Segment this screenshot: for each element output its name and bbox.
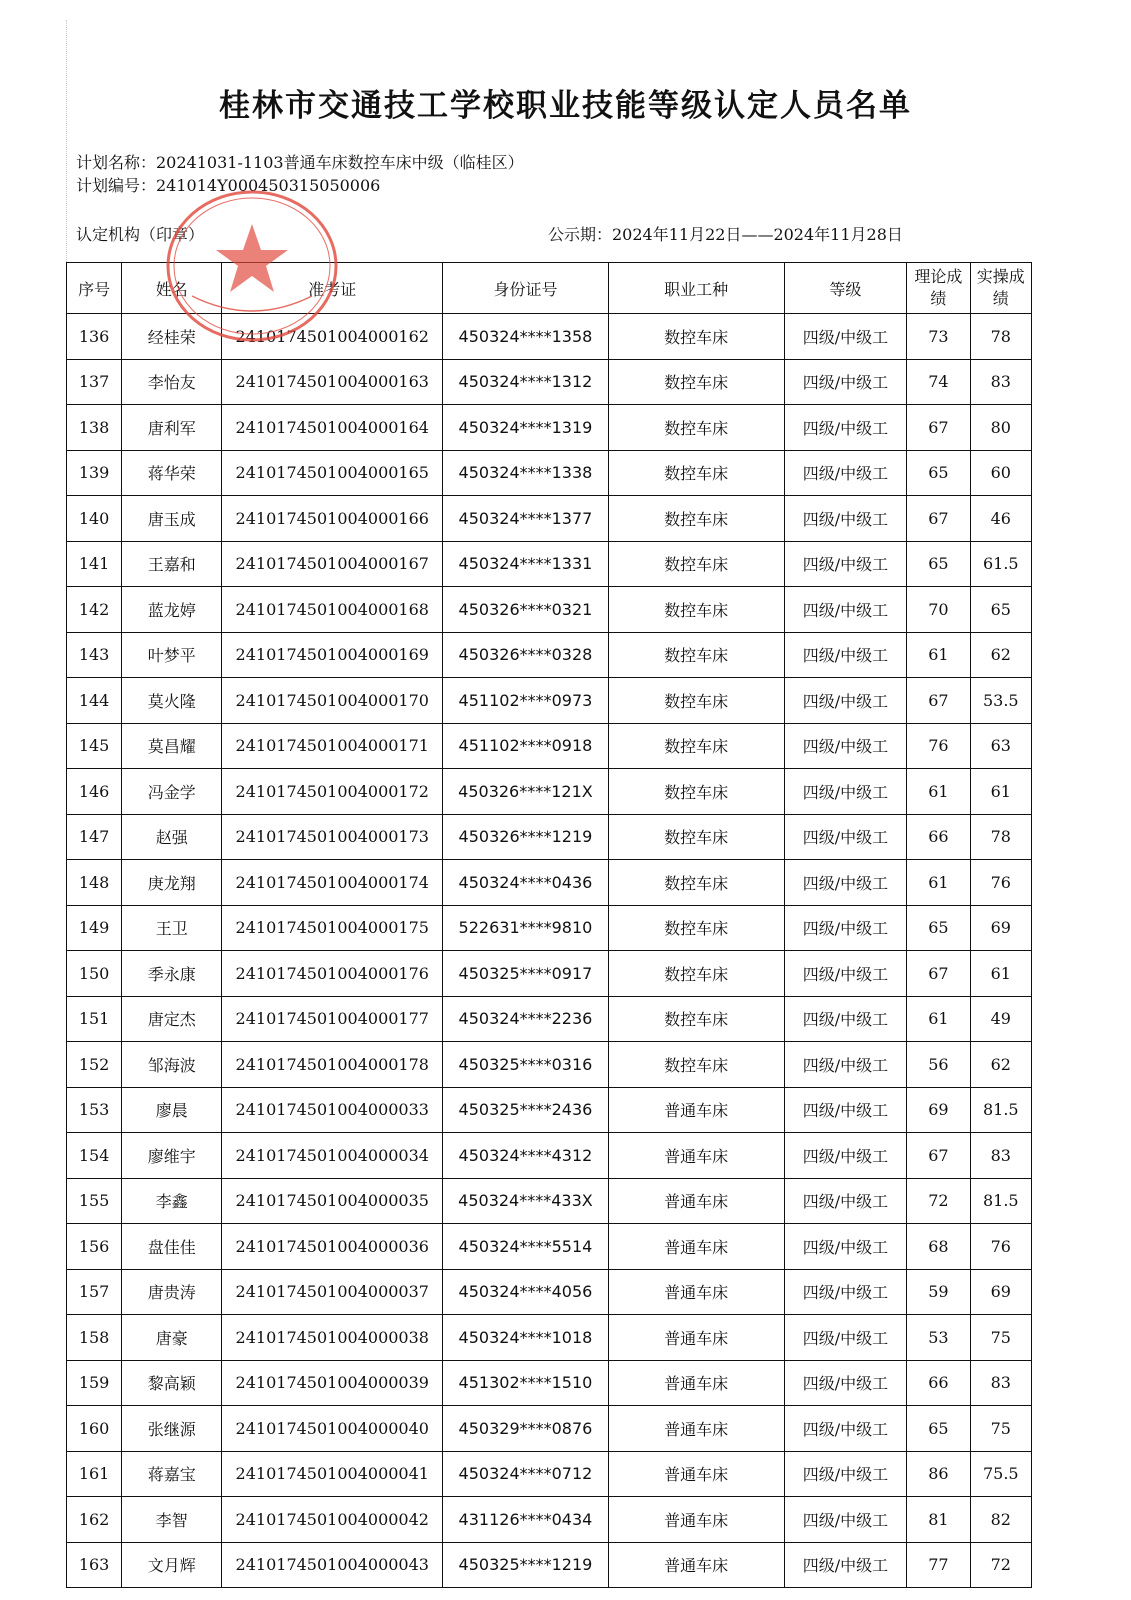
cell-practical-score: 60 xyxy=(970,450,1031,496)
header-index: 序号 xyxy=(67,263,122,314)
cell-occupation: 数控车床 xyxy=(608,860,784,906)
cell-id-number: 451302****1510 xyxy=(443,1360,609,1406)
cell-practical-score: 63 xyxy=(970,723,1031,769)
cell-level: 四级/中级工 xyxy=(784,1406,907,1452)
table-row xyxy=(67,860,1032,906)
cell-occupation: 数控车床 xyxy=(608,450,784,496)
cell-level: 四级/中级工 xyxy=(784,632,907,678)
cell-exam-ticket: 2410174501004000036 xyxy=(222,1224,443,1270)
cell-theory-score: 86 xyxy=(907,1451,970,1497)
cell-index: 160 xyxy=(67,1406,122,1452)
cell-level: 四级/中级工 xyxy=(784,1315,907,1361)
cell-practical-score: 72 xyxy=(970,1542,1031,1588)
table-row xyxy=(67,1178,1032,1224)
cell-exam-ticket: 2410174501004000178 xyxy=(222,1042,443,1088)
cell-index: 145 xyxy=(67,723,122,769)
cell-theory-score: 68 xyxy=(907,1224,970,1270)
table-row xyxy=(67,541,1032,587)
cell-practical-score: 78 xyxy=(970,314,1031,360)
cell-level: 四级/中级工 xyxy=(784,541,907,587)
cell-practical-score: 76 xyxy=(970,1224,1031,1270)
cell-exam-ticket: 2410174501004000033 xyxy=(222,1087,443,1133)
table-row xyxy=(67,1315,1032,1361)
cell-exam-ticket: 2410174501004000168 xyxy=(222,587,443,633)
cell-id-number: 450324****1331 xyxy=(443,541,609,587)
cell-name: 季永康 xyxy=(122,951,222,997)
cell-index: 137 xyxy=(67,359,122,405)
cell-name: 唐豪 xyxy=(122,1315,222,1361)
cell-occupation: 数控车床 xyxy=(608,541,784,587)
cell-name: 邹海波 xyxy=(122,1042,222,1088)
cell-occupation: 普通车床 xyxy=(608,1406,784,1452)
table-row xyxy=(67,1224,1032,1270)
cell-index: 151 xyxy=(67,996,122,1042)
cell-practical-score: 75 xyxy=(970,1315,1031,1361)
cell-exam-ticket: 2410174501004000170 xyxy=(222,678,443,724)
cell-index: 159 xyxy=(67,1360,122,1406)
cell-name: 唐利军 xyxy=(122,405,222,451)
cell-id-number: 450324****0712 xyxy=(443,1451,609,1497)
cell-name: 赵强 xyxy=(122,814,222,860)
cell-index: 144 xyxy=(67,678,122,724)
cell-practical-score: 62 xyxy=(970,1042,1031,1088)
cell-occupation: 数控车床 xyxy=(608,1042,784,1088)
cell-index: 155 xyxy=(67,1178,122,1224)
cell-theory-score: 67 xyxy=(907,678,970,724)
cell-theory-score: 70 xyxy=(907,587,970,633)
cell-level: 四级/中级工 xyxy=(784,1269,907,1315)
table-row xyxy=(67,1406,1032,1452)
cell-index: 138 xyxy=(67,405,122,451)
cell-practical-score: 83 xyxy=(970,1133,1031,1179)
cell-occupation: 普通车床 xyxy=(608,1224,784,1270)
cell-theory-score: 67 xyxy=(907,1133,970,1179)
cell-exam-ticket: 2410174501004000173 xyxy=(222,814,443,860)
page-title: 桂林市交通技工学校职业技能等级认定人员名单 xyxy=(219,88,912,124)
cell-id-number: 450324****1358 xyxy=(443,314,609,360)
cell-index: 148 xyxy=(67,860,122,906)
cell-id-number: 450326****121X xyxy=(443,769,609,815)
cell-occupation: 数控车床 xyxy=(608,587,784,633)
table-row xyxy=(67,1042,1032,1088)
cell-name: 李智 xyxy=(122,1497,222,1543)
cell-name: 唐贵涛 xyxy=(122,1269,222,1315)
cell-id-number: 450324****1319 xyxy=(443,405,609,451)
table-row xyxy=(67,769,1032,815)
cell-practical-score: 65 xyxy=(970,587,1031,633)
cell-id-number: 450324****4312 xyxy=(443,1133,609,1179)
table-row xyxy=(67,1497,1032,1543)
cell-level: 四级/中级工 xyxy=(784,496,907,542)
cell-occupation: 数控车床 xyxy=(608,632,784,678)
cell-practical-score: 53.5 xyxy=(970,678,1031,724)
cell-level: 四级/中级工 xyxy=(784,814,907,860)
publicity-period: 公示期：2024年11月22日——2024年11月28日 xyxy=(548,225,903,244)
cell-exam-ticket: 2410174501004000175 xyxy=(222,905,443,951)
cell-index: 150 xyxy=(67,951,122,997)
cell-occupation: 数控车床 xyxy=(608,359,784,405)
cell-exam-ticket: 2410174501004000038 xyxy=(222,1315,443,1361)
cell-occupation: 数控车床 xyxy=(608,496,784,542)
table-row xyxy=(67,1087,1032,1133)
cell-id-number: 431126****0434 xyxy=(443,1497,609,1543)
cell-theory-score: 65 xyxy=(907,450,970,496)
cell-practical-score: 62 xyxy=(970,632,1031,678)
cell-id-number: 522631****9810 xyxy=(443,905,609,951)
cell-name: 廖维宇 xyxy=(122,1133,222,1179)
cell-level: 四级/中级工 xyxy=(784,1178,907,1224)
header-theory-score: 理论成绩 xyxy=(907,263,970,314)
cell-id-number: 451102****0918 xyxy=(443,723,609,769)
cell-theory-score: 67 xyxy=(907,496,970,542)
header-id-number: 身份证号 xyxy=(443,263,609,314)
cell-id-number: 450324****1338 xyxy=(443,450,609,496)
cell-id-number: 450325****1219 xyxy=(443,1542,609,1588)
cell-theory-score: 77 xyxy=(907,1542,970,1588)
cell-name: 王卫 xyxy=(122,905,222,951)
cell-exam-ticket: 2410174501004000166 xyxy=(222,496,443,542)
cell-theory-score: 65 xyxy=(907,541,970,587)
cell-index: 139 xyxy=(67,450,122,496)
plan-code: 计划编号：241014Y000450315050006 xyxy=(76,176,381,195)
cell-theory-score: 65 xyxy=(907,905,970,951)
cell-id-number: 450324****1377 xyxy=(443,496,609,542)
cell-id-number: 450324****2236 xyxy=(443,996,609,1042)
table-row xyxy=(67,1360,1032,1406)
cell-practical-score: 75.5 xyxy=(970,1451,1031,1497)
cell-id-number: 450325****0917 xyxy=(443,951,609,997)
table-row xyxy=(67,678,1032,724)
cell-level: 四级/中级工 xyxy=(784,587,907,633)
table-row xyxy=(67,1542,1032,1588)
cell-occupation: 数控车床 xyxy=(608,951,784,997)
cell-practical-score: 76 xyxy=(970,860,1031,906)
cell-theory-score: 76 xyxy=(907,723,970,769)
cell-practical-score: 82 xyxy=(970,1497,1031,1543)
cell-name: 张继源 xyxy=(122,1406,222,1452)
cell-level: 四级/中级工 xyxy=(784,1451,907,1497)
cell-theory-score: 61 xyxy=(907,860,970,906)
cell-exam-ticket: 2410174501004000041 xyxy=(222,1451,443,1497)
cell-exam-ticket: 2410174501004000172 xyxy=(222,769,443,815)
cell-id-number: 450325****0316 xyxy=(443,1042,609,1088)
header-level: 等级 xyxy=(784,263,907,314)
cell-theory-score: 66 xyxy=(907,1360,970,1406)
cell-occupation: 数控车床 xyxy=(608,723,784,769)
cell-id-number: 450324****1018 xyxy=(443,1315,609,1361)
table-row xyxy=(67,951,1032,997)
cell-occupation: 数控车床 xyxy=(608,314,784,360)
cell-index: 146 xyxy=(67,769,122,815)
cell-name: 蒋嘉宝 xyxy=(122,1451,222,1497)
table-body xyxy=(67,314,1032,1588)
table-row xyxy=(67,496,1032,542)
cell-level: 四级/中级工 xyxy=(784,1133,907,1179)
cell-occupation: 数控车床 xyxy=(608,814,784,860)
cell-name: 莫昌耀 xyxy=(122,723,222,769)
cell-name: 文月辉 xyxy=(122,1542,222,1588)
cell-practical-score: 81.5 xyxy=(970,1178,1031,1224)
cell-index: 158 xyxy=(67,1315,122,1361)
cell-id-number: 450329****0876 xyxy=(443,1406,609,1452)
certifying-org-label: 认定机构（印章） xyxy=(76,225,205,244)
cell-theory-score: 61 xyxy=(907,632,970,678)
cell-name: 蒋华荣 xyxy=(122,450,222,496)
cell-index: 141 xyxy=(67,541,122,587)
cell-exam-ticket: 2410174501004000162 xyxy=(222,314,443,360)
cell-practical-score: 46 xyxy=(970,496,1031,542)
table-row xyxy=(67,996,1032,1042)
cell-level: 四级/中级工 xyxy=(784,359,907,405)
cell-level: 四级/中级工 xyxy=(784,1042,907,1088)
cell-index: 143 xyxy=(67,632,122,678)
cell-id-number: 450326****0321 xyxy=(443,587,609,633)
cell-practical-score: 83 xyxy=(970,1360,1031,1406)
cell-occupation: 数控车床 xyxy=(608,678,784,724)
table-row xyxy=(67,359,1032,405)
cell-level: 四级/中级工 xyxy=(784,1497,907,1543)
cell-occupation: 数控车床 xyxy=(608,996,784,1042)
cell-index: 161 xyxy=(67,1451,122,1497)
cell-index: 147 xyxy=(67,814,122,860)
cell-level: 四级/中级工 xyxy=(784,1360,907,1406)
cell-level: 四级/中级工 xyxy=(784,1087,907,1133)
cell-occupation: 普通车床 xyxy=(608,1087,784,1133)
cell-exam-ticket: 2410174501004000163 xyxy=(222,359,443,405)
cell-theory-score: 72 xyxy=(907,1178,970,1224)
cell-name: 廖晨 xyxy=(122,1087,222,1133)
cell-occupation: 普通车床 xyxy=(608,1360,784,1406)
cell-name: 王嘉和 xyxy=(122,541,222,587)
cell-practical-score: 61 xyxy=(970,769,1031,815)
cell-id-number: 450324****1312 xyxy=(443,359,609,405)
cell-level: 四级/中级工 xyxy=(784,1224,907,1270)
cell-occupation: 普通车床 xyxy=(608,1542,784,1588)
cell-index: 140 xyxy=(67,496,122,542)
cell-exam-ticket: 2410174501004000176 xyxy=(222,951,443,997)
cell-level: 四级/中级工 xyxy=(784,996,907,1042)
cell-theory-score: 73 xyxy=(907,314,970,360)
cell-practical-score: 75 xyxy=(970,1406,1031,1452)
cell-exam-ticket: 2410174501004000040 xyxy=(222,1406,443,1452)
table-row xyxy=(67,814,1032,860)
cell-practical-score: 69 xyxy=(970,1269,1031,1315)
cell-name: 盘佳佳 xyxy=(122,1224,222,1270)
cell-occupation: 普通车床 xyxy=(608,1133,784,1179)
cell-theory-score: 74 xyxy=(907,359,970,405)
header-occupation: 职业工种 xyxy=(608,263,784,314)
cell-name: 李怡友 xyxy=(122,359,222,405)
cell-theory-score: 67 xyxy=(907,951,970,997)
cell-exam-ticket: 2410174501004000174 xyxy=(222,860,443,906)
cell-level: 四级/中级工 xyxy=(784,678,907,724)
cell-occupation: 普通车床 xyxy=(608,1178,784,1224)
cell-index: 153 xyxy=(67,1087,122,1133)
cell-name: 冯金学 xyxy=(122,769,222,815)
cell-theory-score: 81 xyxy=(907,1497,970,1543)
cell-practical-score: 81.5 xyxy=(970,1087,1031,1133)
cell-index: 162 xyxy=(67,1497,122,1543)
table-row xyxy=(67,632,1032,678)
cell-exam-ticket: 2410174501004000171 xyxy=(222,723,443,769)
cell-id-number: 450324****0436 xyxy=(443,860,609,906)
cell-level: 四级/中级工 xyxy=(784,314,907,360)
table-row xyxy=(67,587,1032,633)
cell-index: 142 xyxy=(67,587,122,633)
cell-theory-score: 61 xyxy=(907,769,970,815)
cell-id-number: 450326****1219 xyxy=(443,814,609,860)
cell-exam-ticket: 2410174501004000167 xyxy=(222,541,443,587)
cell-exam-ticket: 2410174501004000043 xyxy=(222,1542,443,1588)
roster-table xyxy=(66,262,1032,1588)
header-exam-ticket: 准考证 xyxy=(222,263,443,314)
cell-exam-ticket: 2410174501004000177 xyxy=(222,996,443,1042)
table-row xyxy=(67,723,1032,769)
plan-name: 计划名称：20241031-1103普通车床数控车床中级（临桂区） xyxy=(76,153,524,172)
header-name: 姓名 xyxy=(122,263,222,314)
cell-index: 136 xyxy=(67,314,122,360)
cell-level: 四级/中级工 xyxy=(784,905,907,951)
cell-occupation: 普通车床 xyxy=(608,1451,784,1497)
cell-exam-ticket: 2410174501004000164 xyxy=(222,405,443,451)
cell-id-number: 450324****433X xyxy=(443,1178,609,1224)
cell-theory-score: 61 xyxy=(907,996,970,1042)
cell-level: 四级/中级工 xyxy=(784,951,907,997)
cell-id-number: 450324****4056 xyxy=(443,1269,609,1315)
table-header-row xyxy=(67,263,1032,314)
cell-name: 唐玉成 xyxy=(122,496,222,542)
cell-theory-score: 67 xyxy=(907,405,970,451)
table-row xyxy=(67,905,1032,951)
cell-name: 蓝龙婷 xyxy=(122,587,222,633)
cell-exam-ticket: 2410174501004000035 xyxy=(222,1178,443,1224)
cell-practical-score: 78 xyxy=(970,814,1031,860)
cell-id-number: 450325****2436 xyxy=(443,1087,609,1133)
cell-index: 152 xyxy=(67,1042,122,1088)
cell-theory-score: 59 xyxy=(907,1269,970,1315)
cell-occupation: 数控车床 xyxy=(608,905,784,951)
cell-practical-score: 49 xyxy=(970,996,1031,1042)
table-row xyxy=(67,450,1032,496)
cell-id-number: 451102****0973 xyxy=(443,678,609,724)
cell-name: 叶梦平 xyxy=(122,632,222,678)
cell-occupation: 普通车床 xyxy=(608,1269,784,1315)
cell-index: 156 xyxy=(67,1224,122,1270)
cell-practical-score: 69 xyxy=(970,905,1031,951)
cell-name: 唐定杰 xyxy=(122,996,222,1042)
cell-practical-score: 83 xyxy=(970,359,1031,405)
table-row xyxy=(67,405,1032,451)
cell-level: 四级/中级工 xyxy=(784,405,907,451)
cell-theory-score: 66 xyxy=(907,814,970,860)
cell-index: 154 xyxy=(67,1133,122,1179)
cell-level: 四级/中级工 xyxy=(784,860,907,906)
cell-practical-score: 61 xyxy=(970,951,1031,997)
cell-index: 149 xyxy=(67,905,122,951)
cell-theory-score: 56 xyxy=(907,1042,970,1088)
cell-occupation: 普通车床 xyxy=(608,1315,784,1361)
cell-occupation: 数控车床 xyxy=(608,405,784,451)
cell-theory-score: 69 xyxy=(907,1087,970,1133)
cell-id-number: 450326****0328 xyxy=(443,632,609,678)
cell-level: 四级/中级工 xyxy=(784,723,907,769)
table-row xyxy=(67,1451,1032,1497)
cell-name: 庚龙翔 xyxy=(122,860,222,906)
cell-practical-score: 80 xyxy=(970,405,1031,451)
cell-exam-ticket: 2410174501004000034 xyxy=(222,1133,443,1179)
cell-id-number: 450324****5514 xyxy=(443,1224,609,1270)
cell-practical-score: 61.5 xyxy=(970,541,1031,587)
cell-level: 四级/中级工 xyxy=(784,1542,907,1588)
cell-level: 四级/中级工 xyxy=(784,450,907,496)
cell-theory-score: 65 xyxy=(907,1406,970,1452)
cell-name: 李鑫 xyxy=(122,1178,222,1224)
cell-occupation: 数控车床 xyxy=(608,769,784,815)
table-row xyxy=(67,1133,1032,1179)
table-row xyxy=(67,314,1032,360)
cell-name: 黎高颖 xyxy=(122,1360,222,1406)
cell-exam-ticket: 2410174501004000037 xyxy=(222,1269,443,1315)
cell-theory-score: 53 xyxy=(907,1315,970,1361)
cell-occupation: 普通车床 xyxy=(608,1497,784,1543)
cell-level: 四级/中级工 xyxy=(784,769,907,815)
cell-exam-ticket: 2410174501004000042 xyxy=(222,1497,443,1543)
cell-index: 157 xyxy=(67,1269,122,1315)
cell-name: 莫火隆 xyxy=(122,678,222,724)
cell-index: 163 xyxy=(67,1542,122,1588)
cell-exam-ticket: 2410174501004000165 xyxy=(222,450,443,496)
cell-exam-ticket: 2410174501004000169 xyxy=(222,632,443,678)
header-practical-score: 实操成绩 xyxy=(970,263,1031,314)
cell-exam-ticket: 2410174501004000039 xyxy=(222,1360,443,1406)
cell-name: 经桂荣 xyxy=(122,314,222,360)
table-row xyxy=(67,1269,1032,1315)
